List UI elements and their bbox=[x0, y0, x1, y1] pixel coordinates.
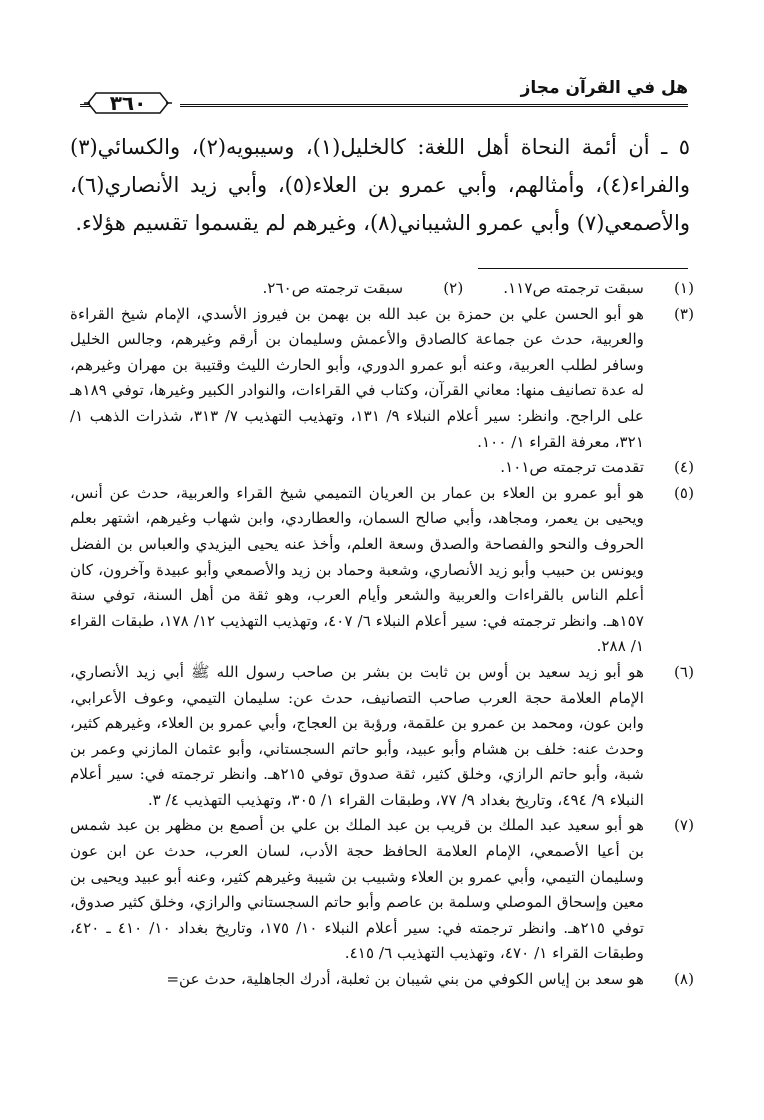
footnote-number: (١) bbox=[673, 279, 694, 297]
footnote-text: هو أبو عمرو بن العلاء بن عمار بن العريان التميمي شيخ القراء والعربية، حدث عن أنس، ويحيى بن يعمر، ومجاهد، وأبي صالح السمان، والعطاردي، وابن شهاب وغيرهم، اشتهر بعلم الحروف والنحو والفصاحة والصدق وسعة العلم، وأخذ عنه يحيى اليزيدي والعباس بن الفضل ويونس بن حبيب وأبو زيد الأنصاري، وشعبة وحماد بن زيد والأصمعي وأبو عبيدة وآخرون، كان أعلم الناس بالقراءات والعربية والشعر وأيام العرب، وهو ثقة من أهل السنة، توفي سنة ١٥٧هـ. وانظر ترجمته في: سير أعلام النبلاء ٦/ ٤٠٧، وتهذيب التهذيب ١٢/ ١٧٨، طبقات القراء ١/ ٢٨٨. bbox=[70, 483, 644, 656]
page-header bbox=[80, 78, 688, 118]
footnote-3 bbox=[70, 302, 694, 456]
footnote-7 bbox=[70, 813, 694, 967]
footnote-6 bbox=[70, 660, 694, 814]
footnote-text: هو أبو الحسن علي بن حمزة بن عبد الله بن بهمن بن فيروز الأسدي، الإمام شيخ القراءة والعربية، حدث عن جماعة كالصادق والأعمش وسليمان بن أرقم وغيرهم، وجالس الخليل وسافر لطلب العربية، وعنه أبو عمرو الدوري، وأبو الحارث الليث وقتيبة بن مهران وغيرهم، له عدة تصانيف منها: معاني القرآن، وكتاب في القراءات، والنوادر الكبير وغيرها، توفي ١٨٩هـ على الراجح. وانظر: سير أعلام النبلاء ٩/ ١٣١، وتهذيب التهذيب ٧/ ٣١٣، شذرات الذهب ١/ ٣٢١، معرفة القراء ١/ ١٠٠. bbox=[70, 304, 644, 451]
footnote-text: هو أبو سعيد عبد الملك بن قريب بن عبد الملك بن علي بن أصمع بن مظهر بن عبد شمس بن أعيا الأصمعي، الإمام العلامة الحافظ حجة الأدب، لسان العرب، حدث عن ابن عون وسليمان التيمي، وأبي عمرو بن العلاء وشبيب بن شيبة وغيرهم كثير، وعنه أبو عبيد ويحيى بن معين وإسحاق الموصلي وسلمة بن عاصم وأبو حاتم السجستاني والرازي، وخلق كثير صدوق، توفي ٢١٥هـ. وانظر ترجمته في: سير أعلام النبلاء ١٠/ ١٧٥، وتاريخ بغداد ١٠/ ٤١٠ ـ ٤٢٠، وطبقات القراء ١/ ٤٧٠، وتهذيب التهذيب ٦/ ٤١٥. bbox=[70, 816, 645, 963]
footnote-number: (٤) bbox=[673, 458, 694, 477]
footnote-number: (٧) bbox=[673, 816, 694, 835]
footnote-text: هو أبو زيد سعيد بن أوس بن ثابت بن بشر بن صاحب رسول الله ﷺ أبي زيد الأنصاري، الإمام العلامة حجة العرب صاحب التصانيف، حدث عن: سليمان التيمي، وعوف الأعرابي، وابن عون، ومحمد بن عمرو بن علقمة، ورؤبة بن العجاج، وأبي عمرو بن العلاء، وغيرهم كثير، وحدث عنه: خلف بن هشام وأبو عبيد، وأبو حاتم السجستاني، وأبو عثمان المازني وعمر بن شبة، وأبو حاتم الرازي، وخلق كثير، ثقة صدوق توفي ٢١٥هـ. وانظر ترجمته في: سير أعلام النبلاء ٩/ ٤٩٤، وتاريخ بغداد ٩/ ٧٧، وطبقات القراء ١/ ٣٠٥، وتهذيب التهذيب ٤/ ٣. bbox=[70, 662, 644, 809]
main-text bbox=[70, 128, 690, 242]
footnote-separator bbox=[478, 268, 688, 269]
footnote-number: (٣) bbox=[673, 304, 694, 323]
footnote-text: تقدمت ترجمته ص١٠١. bbox=[500, 458, 644, 477]
footnote-8 bbox=[70, 967, 694, 993]
footnote-text: سبقت ترجمته ص٢٦٠. bbox=[262, 279, 404, 297]
footnote-number: (٢) bbox=[443, 279, 464, 297]
page-number-ornament bbox=[82, 88, 174, 118]
footnote-number: (٨) bbox=[673, 970, 694, 989]
footnote-text: هو سعد بن إياس الكوفي من بني شيبان بن ثعلبة، أدرك الجاهلية، حدث عن= bbox=[166, 970, 644, 989]
header-rule-left bbox=[80, 104, 90, 107]
footnotes bbox=[70, 276, 694, 993]
footnote-number: (٦) bbox=[673, 662, 694, 681]
page-number: ٣٦٠ bbox=[109, 91, 147, 115]
footnote-1-2 bbox=[70, 276, 694, 302]
footnote-text: سبقت ترجمته ص١١٧. bbox=[503, 279, 644, 297]
running-title: هل في القرآن مجاز bbox=[520, 78, 688, 98]
paragraph: ٥ ـ أن أئمة النحاة أهل اللغة: كالخليل(١)، وسيبويه(٢)، والكسائي(٣) والفراء(٤)، وأمثالهم، وأبي عمرو بن العلاء(٥)، وأبي زيد الأنصاري(٦)، والأصمعي(٧) وأبي عمرو الشيباني(٨)، وغيرهم لم يقسموا تقسيم هؤلاء. bbox=[70, 135, 690, 235]
footnote-5 bbox=[70, 481, 694, 660]
header-rule bbox=[180, 104, 688, 107]
footnote-4 bbox=[70, 455, 694, 481]
footnote-number: (٥) bbox=[673, 483, 694, 502]
